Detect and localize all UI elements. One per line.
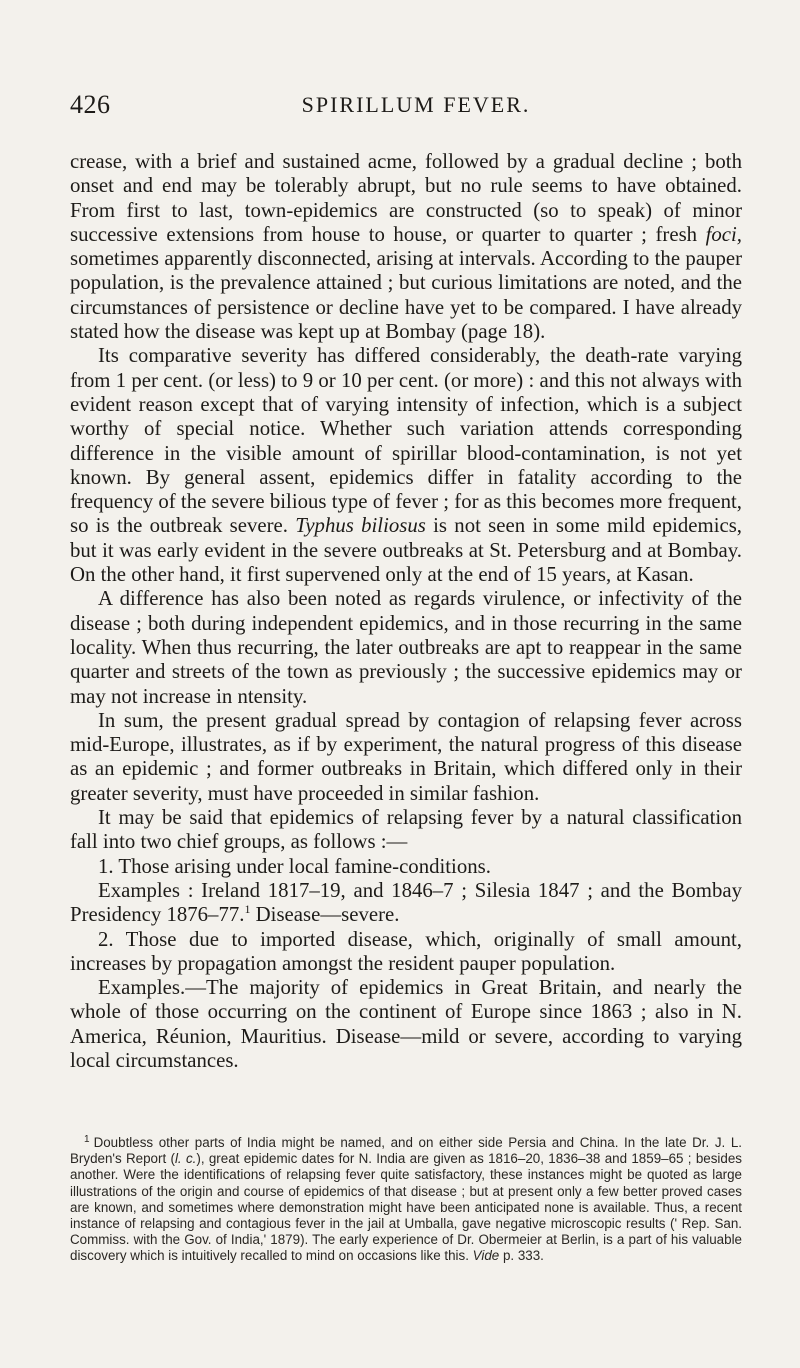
paragraph [70,344,742,587]
text-run: Doubtless other parts of India might be named, and on either side Persia and China. In the late Dr. J. L. Bryden's Report ( [70,1135,742,1167]
footnotes [70,1135,742,1265]
footnote-mark: 1 [84,1133,90,1145]
italic-text: l. c. [174,1151,197,1167]
paragraph: In sum, the present gradual spread by contagion of relapsing fever across mid-Europe, illustrates, as if by experiment, the natural progress of this disease as an epidemic ; and former outbreaks in Britain, which differed only in their greater severity, must have proceeded in similar fashion. [70,708,742,805]
text-run: is not seen in some mild epidemics, but it was early evident in the severe outbreaks at St. Petersburg and at Bombay. On the other hand, it first supervened only at the end of 15 years, at Kasan. [70,514,742,587]
text-run: p. 333. [502,1248,544,1264]
text-run: crease, with a brief and sustained acme, followed by a gradual decline ; both onset and end may be tolerably abrupt, but no rule seems to have obtained. From first to last, town-epidemics are constructed (so to speak) of minor successive extensions from house to house, or quarter to quarter ; fresh [70,150,742,246]
paragraph: It may be said that epidemics of relapsing fever by a natural classification fall into two chief groups, as follows :— [70,806,742,854]
footnote-reference[interactable]: 1 [244,902,251,917]
paragraph: A difference has also been noted as regards virulence, or infectivity of the disease ; both during independent epidemics, and in those recurring in the same locality. When thus recurring, the later outbreaks are apt to reappear in the same quarter and streets of the town as previously ; the successive epidemics may or may not increase in ntensity. [70,587,742,708]
list-item: 1. Those arising under local famine-conditions. [98,854,491,878]
text-run: sometimes apparently disconnected, arising at intervals. According to the pauper population, is the prevalence attained ; but curious limitations are noted, and the circumstances of persistence or decline have yet to be compared. I have already stated how the disease was kept up at Bombay (page 18). [70,247,742,344]
italic-text: foci, [705,222,742,246]
text-run: ), great epidemic dates for N. India are given as 1816–20, 1836–38 and 1859–65 ; besides another. Were the identifications of relapsing fever quite satisfactory, these instances might be quoted as large illustrations of the origin and course of epidemics of that disease ; but at present only a few better proved cases are known, and sometimes where demonstration might have been anticipated none is available. Thus, a recent instance of relapsing and contagious fever in the jail at Umballa, gave negative microscopic results (' Rep. San. Commiss. with the Gov. of India,' 1879). The early experience of Dr. Obermeier at Berlin, is a part of his valuable discovery which is intuitively recalled to mind on occasions like this. [70,1151,742,1264]
text-run: Examples : Ireland 1817–19, and 1846–7 ; Silesia 1847 ; and the Bombay Presidency 1876–77. [70,878,742,927]
italic-text: Typhus biliosus [295,514,426,538]
text-run: Disease—severe. [255,903,400,927]
text-run: Its comparative severity has differed considerably, the death-rate varying from 1 per cent. (or less) to 9 or 10 per cent. (or more) : and this not always with evident reason except that of varying intensity of infection, which is a subject worthy of special notice. Whether such variation attends corresponding difference in the visible amount of spirillar blood-contamination, is not yet known. By general assent, epidemics differ in fatality according to the frequency of the severe bilious type of fever ; for as this becomes more frequent, so is the outbreak severe. [70,344,742,538]
page-number: 426 [70,90,111,119]
page-header [70,90,742,126]
italic-text: Vide [472,1248,500,1264]
body-text [70,150,742,1073]
paragraph [70,879,742,928]
paragraph [70,150,742,344]
running-head: SPIRILLUM FEVER. [301,92,531,117]
paragraph: Examples.—The majority of epidemics in Great Britain, and nearly the whole of those occurring on the continent of Europe since 1863 ; also in N. America, Réunion, Mauritius. Disease—mild or severe, according to varying local circumstances. [70,976,742,1072]
footnote [70,1135,742,1265]
list-item: 2. Those due to imported disease, which, originally of small amount, increases by propagation amongst the resident pauper population. [70,927,742,975]
